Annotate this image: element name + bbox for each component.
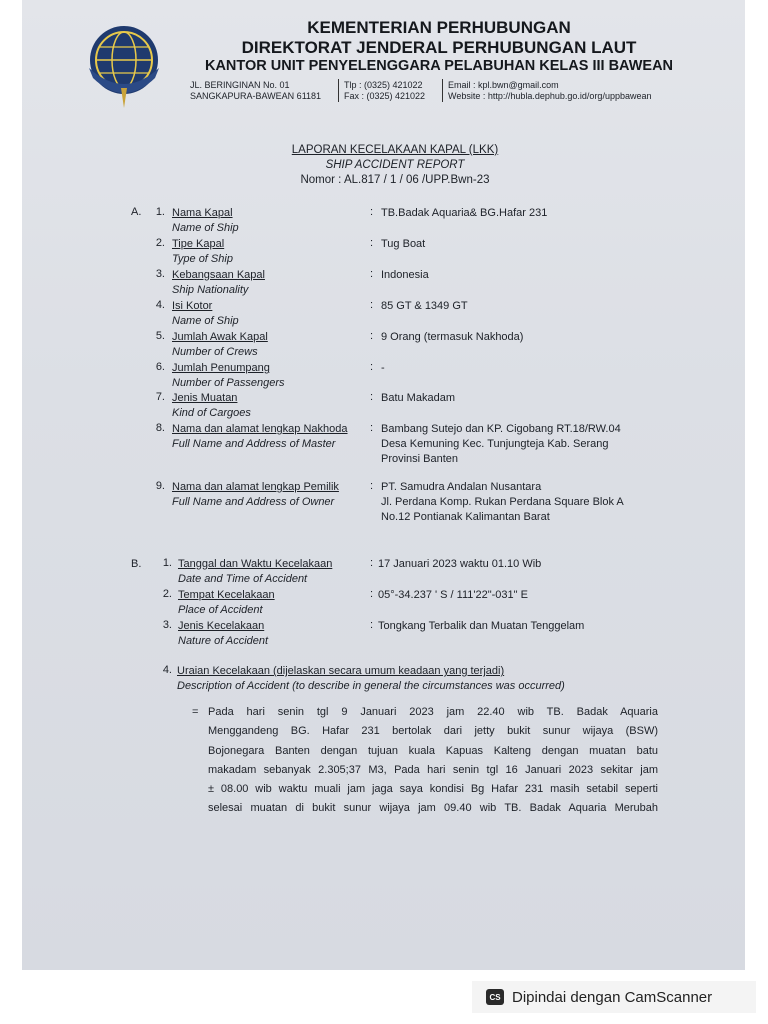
description-line: Bojonegara Banten dengan tujuan kuala Kapuas Kalteng dengan muatan batu [208,744,658,757]
field-colon: : [370,619,374,631]
report-title [0,143,768,188]
field-label-en: Number of Crews [172,346,258,358]
field-label-en: Ship Nationality [172,284,249,296]
field-label-en: Type of Ship [172,253,233,265]
section-letter: B. [131,558,142,570]
field-colon: : [370,557,374,569]
field-label-en: Place of Accident [178,604,263,616]
field-label-en: Full Name and Address of Owner [172,496,335,508]
field-value: Bambang Sutejo dan KP. Cigobang RT.18/RW.04 [381,423,621,435]
field-number: 1. [155,206,165,218]
field-value: TB.Badak Aquaria& BG.Hafar 231 [381,207,548,219]
field-number: 8. [155,422,165,434]
section-letter: A. [131,206,142,218]
address-block [190,80,321,102]
fax-number: Fax : (0325) 421022 [344,91,426,101]
field-label-id: Tempat Kecelakaan [178,589,275,601]
field-label [172,422,348,452]
description-line: ± 08.00 wib waktu muali jam jaga saya kondisi Bg Hafar 231 masih setabil seperti [208,783,658,796]
website-url: Website : http://hubla.dephub.go.id/org/uppbawean [448,91,652,101]
email-address: Email : kpl.bwn@gmail.com [448,80,559,90]
directorate-name: DIREKTORAT JENDERAL PERHUBUNGAN LAUT [241,38,637,57]
field-label-en: Name of Ship [172,315,239,327]
description-line: makadam sebanyak 2.305;37 M3, Pada hari senin tgl 16 Januari 2023 sekitar jam [208,763,658,776]
field-number: 3. [155,268,165,280]
field-value: No.12 Pontianak Kalimantan Barat [381,511,550,523]
field-label-id: Kebangsaan Kapal [172,269,265,281]
field-colon: : [370,588,374,600]
field-label-en: Nature of Accident [178,635,269,647]
field-number: 9. [155,480,165,492]
field-colon: : [370,422,374,434]
field-label-id: Nama Kapal [172,207,233,219]
description-line: selesai muatan di bukit sunur wijaya jam 09.40 wib TB. Badak Aquaria Merubah [208,802,658,815]
description-marker: = [192,706,199,718]
field-label-id: Tanggal dan Waktu Kecelakaan [178,558,333,570]
field-label [178,588,275,618]
field-colon: : [370,299,374,311]
field-value: Provinsi Banten [381,453,459,465]
address-city: SANGKAPURA-BAWEAN 61181 [190,91,322,101]
field-number: 2. [155,237,165,249]
divider [338,79,339,102]
field-label-id: Nama dan alamat lengkap Pemilik [172,481,339,493]
ministry-name: KEMENTERIAN PERHUBUNGAN [307,18,571,37]
field-value: - [381,362,385,374]
field-colon: : [370,361,374,373]
office-name: KANTOR UNIT PENYELENGGARA PELABUHAN KELAS III BAWEAN [204,58,674,74]
field-value: 17 Januari 2023 waktu 01.10 Wib [378,558,542,570]
description-line: Menggandeng BG. Hafar 231 bertolak dari jetty bukit sunur wijaya (BSW) [208,725,658,738]
field-value: Jl. Perdana Komp. Rukan Perdana Square Blok A [381,496,624,508]
description-label-en: Description of Accident (to describe in general the circumstances was occurred) [177,680,565,692]
field-value: Indonesia [381,269,429,281]
field-number: 6. [155,361,165,373]
field-colon: : [370,237,374,249]
field-label [172,299,239,329]
divider [442,79,443,102]
field-label-id: Isi Kotor [172,300,213,312]
field-value: 85 GT & 1349 GT [381,300,468,312]
report-number: Nomor : AL.817 / 1 / 06 /UPP.Bwn-23 [300,174,490,186]
field-label-id: Jenis Muatan [172,392,238,404]
field-value: PT. Samudra Andalan Nusantara [381,481,542,493]
field-colon: : [370,480,374,492]
report-title-en: SHIP ACCIDENT REPORT [325,159,465,171]
field-value: Tug Boat [381,238,426,250]
description-line: Pada hari senin tgl 9 Januari 2023 jam 22.40 wib TB. Badak Aquaria [208,706,658,718]
field-colon: : [370,206,374,218]
field-label-en: Name of Ship [172,222,239,234]
report-title-id: LAPORAN KECELAKAAN KAPAL (LKK) [291,144,499,156]
contact-block [448,80,651,102]
camscanner-watermark [472,981,756,1013]
field-number: 4. [162,664,172,676]
phone-number: Tlp : (0325) 421022 [344,80,423,90]
field-label [172,480,339,510]
description-label-id: Uraian Kecelakaan (dijelaskan secara umum keadaan yang terjadi) [177,665,505,677]
address-street: JL. BERINGINAN No. 01 [190,80,290,90]
field-number: 4. [155,299,165,311]
field-label-en: Kind of Cargoes [172,407,251,419]
field-label-en: Number of Passengers [172,377,285,389]
field-colon: : [370,391,374,403]
field-number: 1. [162,557,172,569]
field-label [178,557,332,587]
field-value: 05°-34.237 ' S / 111'22"-031" E [378,589,528,601]
field-label [172,237,233,267]
camscanner-text: Dipindai dengan CamScanner [512,988,713,1006]
field-label [172,330,268,360]
field-value: 9 Orang (termasuk Nakhoda) [381,331,524,343]
field-label-en: Full Name and Address of Master [172,438,336,450]
field-colon: : [370,268,374,280]
field-label-id: Jenis Kecelakaan [178,620,265,632]
field-number: 2. [162,588,172,600]
field-colon: : [370,330,374,342]
field-label-id: Jumlah Penumpang [172,362,270,374]
field-number: 5. [155,330,165,342]
camscanner-icon: CS [486,989,504,1005]
field-label [172,391,251,421]
field-number: 3. [162,619,172,631]
field-label-id: Tipe Kapal [172,238,225,250]
field-label [172,206,239,236]
field-value: Desa Kemuning Kec. Tunjungteja Kab. Serang [381,438,609,450]
field-number: 7. [155,391,165,403]
field-label-id: Nama dan alamat lengkap Nakhoda [172,423,348,435]
field-label [172,361,285,391]
field-label-id: Jumlah Awak Kapal [172,331,268,343]
field-value: Batu Makadam [381,392,455,404]
field-label [172,268,265,298]
description-heading [177,664,565,694]
field-label [178,619,268,649]
phone-block [344,80,425,102]
description-paragraph [208,703,658,819]
field-value: Tongkang Terbalik dan Muatan Tenggelam [378,620,585,632]
field-label-en: Date and Time of Accident [178,573,308,585]
